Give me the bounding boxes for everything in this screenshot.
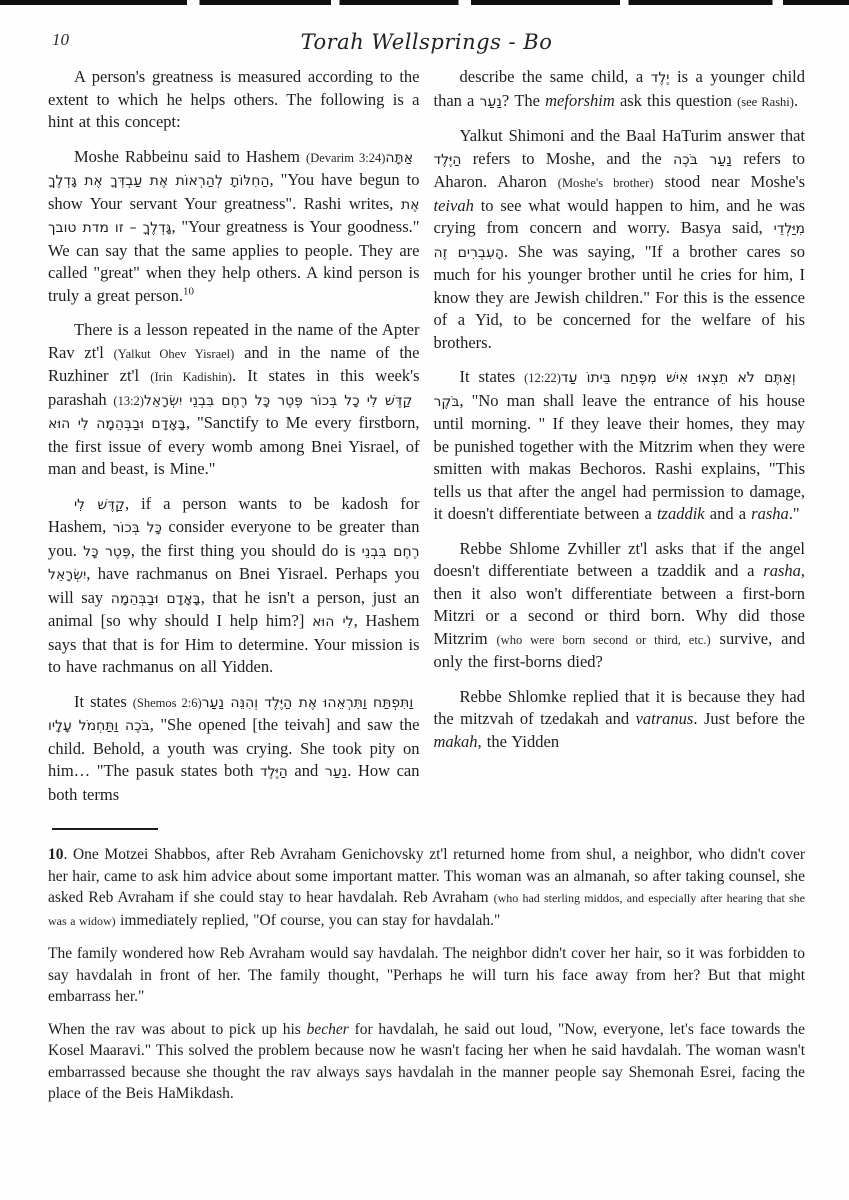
citation: (Irin Kadishin) — [150, 370, 232, 384]
hebrew-text: הַיֶּלֶד — [433, 151, 462, 168]
footnote-ref: 10 — [182, 285, 194, 297]
hebrew-text: נַעַר בֹּכֶה — [673, 151, 732, 168]
right-column — [434, 66, 806, 818]
hebrew-text: אֶת גָּדְלֶךָ – זו מדת טובך — [48, 196, 420, 236]
footnote-paragraph: 10. One Motzei Shabbos, after Reb Avraham Genichovsky zt'l returned home from shul, a neighbor, who didn't cover her hair, came to ask him advice about some important matter. This woman was an almanah, so after taking counsel, she asked Reb Avraham if she could stay to hear havdalah. Reb Avraham (who had sterling middos, and especially after hearing that she was a widow) immediately replied, "Of course, you can stay for havdalah." — [48, 846, 806, 929]
body-paragraph: Rebbe Shlomke replied that it is because they had the mitzvah of tzedakah and vatranus. Just before the makah, the Yidden — [433, 686, 805, 751]
hebrew-text: מִיַּלְדֵי הָעִבְרִים זֶה — [433, 221, 805, 261]
hebrew-text: יֶלֶד — [650, 70, 670, 86]
hebrew-text: וְאַתֶּם לֹא תֵצְאוּ אִישׁ מִפֶּתַח בֵּיתוֹ עַד בֹּקֶר — [433, 370, 805, 410]
hebrew-text: פֶּטֶר כָּל — [83, 543, 131, 560]
hebrew-text: אַתָּה הַחִלּוֹתָ לְהַרְאוֹת אֶת עַבְדְּךָ אֶת גָּדְלֶךָ — [48, 149, 420, 189]
body-paragraph: describe the same child, a יֶלֶד is a younger child than a נַעַר? The meforshim ask this question (see Rashi). — [433, 67, 806, 110]
italic-term: vatranus — [635, 709, 694, 728]
hebrew-text: בָּאָדָם וּבַבְּהֵמָה — [110, 590, 201, 607]
hebrew-text: לִי הוּא — [312, 614, 354, 630]
hebrew-text: הַיֶּלֶד — [259, 764, 288, 780]
citation: (who had sterling middos, and especially after hearing that she was a widow) — [48, 891, 806, 928]
body-paragraph: It states (Shemos 2:6) וַתִּפְתַּח וַתִּרְאֵהוּ אֶת הַיֶּלֶד וְהִנֵּה נַעַר בֹּכֶה וַתַּחְמֹל עָלָיו, "She opened [the teivah] and saw the child. Behold, a youth was crying. She took pity on him… "The pasuk states both הַיֶּלֶד and נַעַר. How can both terms — [48, 691, 420, 804]
body-paragraph: It states (12:22) וְאַתֶּם לֹא תֵצְאוּ אִישׁ מִפֶּתַח בֵּיתוֹ עַד בֹּקֶר, "No man shall leave the entrance of his house until morning. " If they leave their homes, they may be punished together with the Mitzrim when they were smitten with makas Bechoros. Rashi explains, "This tells us that after the angel had permission to damage, it doesn't differentiate between a tzaddik and a rasha." — [433, 367, 805, 523]
page-number: 10 — [52, 30, 69, 49]
footnotes-section — [48, 844, 805, 1105]
citation: (13:2) — [113, 393, 144, 408]
citation: (Moshe's brother) — [557, 176, 654, 190]
body-paragraph: There is a lesson repeated in the name of the Apter Rav zt'l (Yalkut Ohev Yisrael) and in the name of the Ruzhiner zt'l (Irin Kadishin). It states in this week's parashah (13:2) קַדֶּשׁ לִי כָל בְּכוֹר פֶּטֶר כָּל רֶחֶם בִּבְנֵי יִשְׂרָאֵל בָּאָדָם וּבַבְּהֵמָה לִי הוּא, "Sanctify to Me every firstborn, the first issue of every womb among Bnei Yisrael, of man and beast, is Mine." — [48, 320, 420, 478]
footnote-separator — [52, 828, 158, 830]
citation: (see Rashi) — [737, 94, 794, 109]
italic-term: becher — [306, 1020, 349, 1038]
hebrew-text: נַעַר — [479, 93, 502, 110]
citation: (Devarim 3:24) — [306, 150, 386, 165]
body-paragraph: קַדֶּשׁ לִי, if a person wants to be kadosh for Hashem, כָּל בְּכוֹר consider everyone to be greater than you. פֶּטֶר כָּל, the first thing you should do is רֶחֶם בִּבְנֵי יִשְׂרָאֵל, have rachmanus on Bnei Yisrael. Perhaps you will say בָּאָדָם וּבַבְּהֵמָה, that he isn't a person, just an animal [so why should I help him?] לִי הוּא, Hashem says that that is for Him to determine. Your mission is to have rachmanus on all Yidden. — [48, 493, 420, 676]
italic-term: makah — [433, 731, 478, 751]
body-paragraph: A person's greatness is measured according to the extent to which he helps others. The following is a hint at this concept: — [48, 67, 420, 131]
page-title: Torah Wellsprings - Bo — [300, 30, 553, 54]
body-paragraph: Moshe Rabbeinu said to Hashem (Devarim 3:24) אַתָּה הַחִלּוֹתָ לְהַרְאוֹת אֶת עַבְדְּךָ אֶת גָּדְלֶךָ, "You have begun to show Your servant Your greatness". Rashi writes, אֶת גָּדְלֶךָ – זו מדת טובך, "Your greatness is Your goodness." We can say that the same applies to people. They are called "great" when they help others. A kind person is truly a great person.$^{10}$ — [48, 146, 420, 305]
italic-term: teivah — [433, 195, 474, 215]
hebrew-text: רֶחֶם בִּבְנֵי יִשְׂרָאֵל — [48, 543, 420, 583]
citation: (Yalkut Ohev Yisrael) — [113, 346, 235, 361]
italic-term: rasha — [751, 504, 789, 523]
footnote-number: 10 — [48, 846, 64, 863]
footnote-paragraph: When the rav was about to pick up his becher for havdalah, he said out loud, "Now, everyone, let's face towards the Kosel Maaravi." This solved the problem because now he wasn't facing her when he said havdalah. The woman wasn't embarrassed because she thought the rav always says havdalah in the manner people say Shemonah Esrei, facing the place of the Beis HaMikdash. — [48, 1020, 806, 1102]
body-paragraph: Yalkut Shimoni and the Baal HaTurim answer that הַיֶּלֶד refers to Moshe, and the נַעַר בֹּכֶה refers to Aharon. Aharon (Moshe's brother) stood near Moshe's teivah to see what would happen to him, and he was crying from concern and worry. Basya said, מִיַּלְדֵי הָעִבְרִים זֶה. She was saying, "If a brother cares so much for his younger brother until he cries for him, I know they are Jewish children." For this is the essence of a Yid, to be concerned for the welfare of his brothers. — [433, 126, 805, 352]
hebrew-text: קַדֶּשׁ לִי כָל בְּכוֹר פֶּטֶר כָּל רֶחֶם בִּבְנֵי יִשְׂרָאֵל בָּאָדָם וּבַבְּהֵמָה לִי הוּא — [48, 392, 420, 432]
body-columns — [48, 66, 805, 818]
italic-term: meforshim — [545, 90, 615, 110]
citation: (12:22) — [524, 371, 561, 385]
hebrew-text: וַתִּפְתַּח וַתִּרְאֵהוּ אֶת הַיֶּלֶד וְהִנֵּה נַעַר בֹּכֶה וַתַּחְמֹל עָלָיו — [48, 694, 420, 734]
citation: (who were born second or third, etc.) — [496, 632, 711, 647]
citation: (Shemos 2:6) — [132, 695, 202, 710]
left-column — [48, 66, 420, 818]
body-paragraph: Rebbe Shlome Zvhiller zt'l asks that if the angel doesn't differentiate between a tzaddik and a rasha, then it also won't differentiate between a first-born Mitzri or a second or third born. Why did those Mitzrim (who were born second or third, etc.) survive, and only the first-borns died? — [433, 538, 805, 671]
footnote-paragraph: The family wondered how Reb Avraham would say havdalah. The neighbor didn't cover her hair, so it was forbidden to say havdalah in front of her. The family thought, "Perhaps he will turn his face away from her? But that might embarrass her." — [48, 945, 805, 1005]
italic-term: rasha — [763, 561, 801, 580]
hebrew-text: כָּל בְּכוֹר — [112, 520, 162, 536]
hebrew-text: נַעַר — [324, 764, 348, 780]
italic-term: tzaddik — [656, 504, 705, 523]
page-header — [48, 0, 805, 66]
hebrew-text: קַדֶּשׁ לִי — [74, 496, 125, 513]
